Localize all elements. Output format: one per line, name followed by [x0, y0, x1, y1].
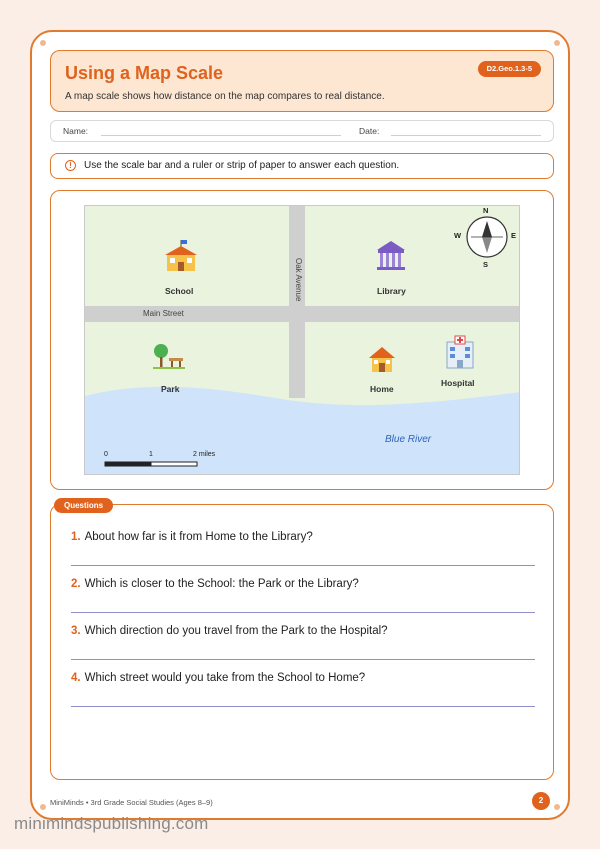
info-icon: !	[65, 160, 76, 171]
home-icon	[369, 347, 395, 372]
date-line[interactable]	[391, 135, 541, 136]
compass-east: E	[511, 231, 517, 240]
map-drawing	[85, 206, 520, 475]
scale-one: 1	[149, 451, 153, 458]
library-label: Library	[377, 286, 406, 296]
question-1: 1. About how far is it from Home to the Library?	[71, 531, 313, 543]
instruction-text: Use the scale bar and a ruler or strip of paper to answer each question.	[84, 160, 400, 171]
library-icon	[377, 241, 405, 270]
park-label: Park	[161, 384, 180, 394]
question-2: 2. Which is closer to the School: the Park or the Library?	[71, 578, 359, 590]
corner-dot	[40, 804, 46, 810]
town-map	[84, 205, 520, 475]
worksheet-page	[30, 30, 570, 820]
scale-bar	[105, 462, 197, 466]
question-4: 4. Which street would you take from the School to Home?	[71, 672, 366, 684]
school-icon	[165, 240, 197, 271]
map-card	[50, 190, 554, 490]
answer-line-1[interactable]	[71, 565, 535, 566]
page-title: Using a Map Scale	[65, 63, 224, 83]
answer-line-2[interactable]	[71, 612, 535, 613]
compass-west: W	[454, 231, 462, 240]
school-label: School	[165, 286, 194, 296]
watermark: minimindspublishing.com	[14, 814, 209, 833]
corner-dot	[554, 40, 560, 46]
compass-rose-icon	[467, 217, 507, 257]
questions-tab: Questions	[54, 498, 113, 513]
oak-avenue-label: Oak Avenue	[294, 258, 303, 302]
oak-avenue-road	[289, 206, 305, 398]
header-banner	[50, 50, 554, 112]
hospital-label: Hospital	[441, 378, 475, 388]
answer-line-3[interactable]	[71, 659, 535, 660]
compass-south: S	[483, 260, 489, 269]
scale-zero: 0	[104, 451, 108, 458]
main-street-label: Main Street	[143, 309, 184, 318]
name-line[interactable]	[101, 135, 341, 136]
name-date-bar	[50, 120, 554, 142]
corner-dot	[554, 804, 560, 810]
page-subtitle: A map scale shows how distance on the map compares to real distance.	[65, 91, 385, 102]
scale-two: 2 miles	[193, 451, 216, 458]
instruction-box	[50, 153, 554, 179]
answer-line-4[interactable]	[71, 706, 535, 707]
corner-dot	[40, 40, 46, 46]
river-label: Blue River	[385, 434, 432, 445]
questions-box	[50, 504, 554, 780]
home-label: Home	[370, 384, 394, 394]
name-label: Name:	[63, 126, 89, 136]
park-icon	[153, 344, 185, 369]
question-3: 3. Which direction do you travel from the Park to the Hospital?	[71, 625, 388, 637]
date-label: Date:	[359, 126, 380, 136]
page-number-badge: 2	[532, 792, 550, 810]
compass-north: N	[483, 206, 489, 215]
standard-code-badge: D2.Geo.1.3-5	[478, 61, 541, 77]
hospital-icon	[447, 336, 473, 368]
footer-publisher: MiniMinds • 3rd Grade Social Studies (Ages 8–9)	[50, 798, 213, 807]
